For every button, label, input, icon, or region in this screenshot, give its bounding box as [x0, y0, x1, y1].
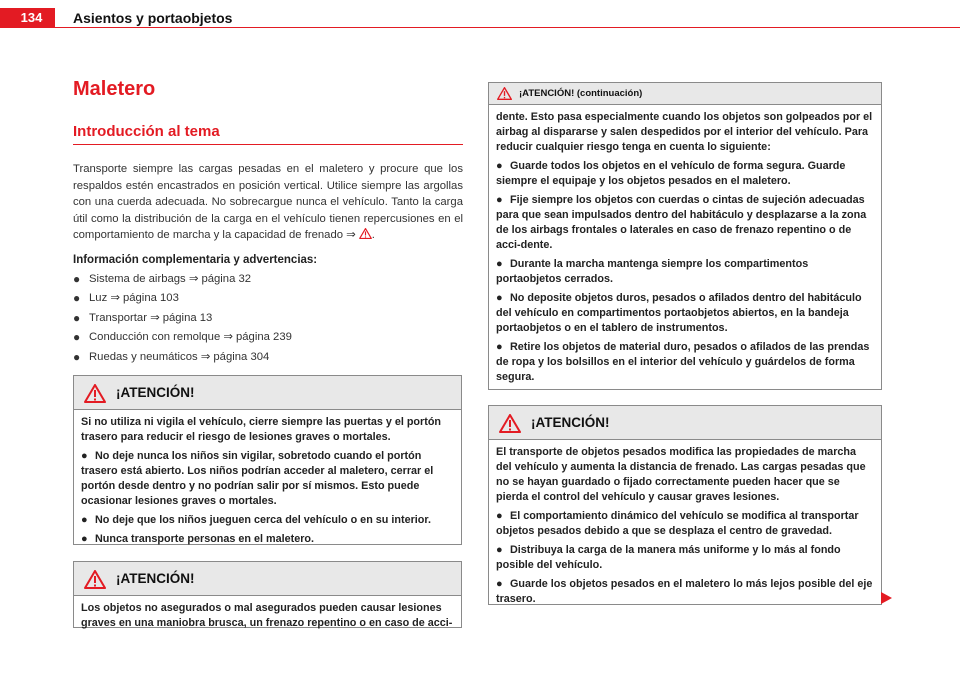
warning-body — [489, 105, 881, 393]
info-heading: Información complementaria y advertencias: — [73, 253, 318, 266]
warning-triangle-icon — [499, 414, 521, 433]
warning-box-heavy-loads — [488, 405, 882, 605]
warning-box-unsecured-objects — [73, 561, 462, 628]
warning-body — [489, 440, 881, 615]
warning-bullet — [81, 449, 454, 509]
warning-title: ¡ATENCIÓN! — [116, 385, 195, 400]
warning-triangle-icon — [84, 570, 106, 589]
bullet-icon: ● — [81, 450, 88, 462]
warning-triangle-icon[interactable] — [359, 228, 372, 239]
bullet-icon: ● — [496, 292, 503, 304]
bullet-icon: ● — [496, 194, 503, 206]
warning-bullet — [496, 543, 874, 573]
header-rule — [0, 27, 960, 28]
warning-bullet — [81, 532, 454, 547]
bullet-icon: ● — [73, 349, 81, 364]
page-number: 134 — [0, 8, 55, 28]
warning-bullet — [496, 193, 874, 253]
bullet-icon: ● — [73, 310, 81, 325]
intro-end: . — [371, 229, 375, 241]
warning-body — [74, 596, 461, 639]
ref-text: Luz ⇒ página 103 — [89, 292, 179, 304]
warning-bullet-text: Retire los objetos de material duro, pesados o afilados de las prendas de ropa y los bolsillos en el interior del vehículo y guárdelos de forma segura. — [496, 341, 870, 383]
warning-bullet-text: Durante la marcha mantenga siempre los compartimentos portaobjetos cerrados. — [496, 258, 809, 285]
warning-bullet-text: Guarde los objetos pesados en el maletero lo más lejos posible del eje trasero. — [496, 578, 873, 605]
ref-text: Conducción con remolque ⇒ página 239 — [89, 331, 292, 343]
list-item[interactable] — [73, 270, 463, 290]
ref-text: Sistema de airbags ⇒ página 32 — [89, 272, 252, 285]
warning-bullet-text: No deposite objetos duros, pesados o afilados dentro del habitáculo del vehículo en compartimentos portaobjetos abiertos, en la bandeja portaobjetos o en el tablero de instrumentos. — [496, 292, 862, 334]
subsection-heading: Introducción al tema — [73, 123, 463, 145]
warning-bullet-text: No deje que los niños jueguen cerca del vehículo o en su interior. — [95, 514, 431, 526]
warning-header — [489, 83, 881, 105]
warning-box-continuation — [488, 82, 882, 390]
bullet-icon: ● — [81, 533, 88, 545]
bullet-icon: ● — [496, 578, 503, 590]
warning-lead: El transporte de objetos pesados modifica las propiedades de marcha del vehículo y aumenta la distancia de frenado. Las cargas pesadas que no se hayan guardado o fijado correctamente pueden hacer que se pierda el control del vehículo y causar graves lesiones. — [496, 446, 866, 503]
list-item[interactable] — [73, 328, 463, 348]
warning-bullet-text: Guarde todos los objetos en el vehículo de forma segura. Guarde siempre el equipaje y los objetos pesados en el maletero. — [496, 160, 846, 187]
warning-body — [74, 410, 461, 555]
warning-bullet — [81, 513, 454, 528]
continue-arrow-icon[interactable] — [881, 592, 892, 604]
left-column — [73, 78, 463, 367]
warning-title: ¡ATENCIÓN! — [116, 571, 195, 586]
bullet-icon: ● — [496, 510, 503, 522]
warning-bullet — [496, 577, 874, 607]
ref-text: Transportar ⇒ página 13 — [89, 311, 213, 324]
warning-bullet-text: No deje nunca los niños sin vigilar, sobretodo cuando el portón trasero está abierto. Los niños podrían acceder al maletero, cerrar el portón desde dentro y no podrían salir por sí mismos. Esto puede ocasionar lesiones graves o mortales. — [81, 450, 434, 507]
warning-title: ¡ATENCIÓN! — [531, 415, 610, 430]
page-header — [0, 0, 960, 30]
warning-lead: dente. Esto pasa especialmente cuando los objetos son golpeados por el airbag al dispararse y salen despedidos por el interior del vehículo. Para reducir cualquier riesgo tenga en cuenta lo siguiente: — [496, 111, 873, 153]
bullet-icon: ● — [73, 291, 81, 305]
list-item[interactable] — [73, 348, 463, 368]
bullet-icon: ● — [81, 514, 88, 526]
warning-triangle-icon — [497, 87, 512, 100]
warning-lead: Si no utiliza ni vigila el vehículo, cierre siempre las puertas y el portón trasero para reducir el riesgo de lesiones graves o mortales. — [81, 416, 442, 443]
bullet-icon: ● — [73, 271, 81, 286]
warning-bullet-text: Nunca transporte personas en el maletero. — [95, 533, 315, 545]
bullet-icon: ● — [496, 258, 503, 270]
warning-bullet — [496, 340, 874, 385]
warning-bullet-text: Fije siempre los objetos con cuerdas o cintas de sujeción adecuadas para que sean impulsados dentro del habitáculo y desplazarse a la zona de los airbags frontales o laterales en caso de frenazo repentino o de acci-dente. — [496, 194, 867, 251]
warning-header — [74, 562, 461, 596]
warning-bullet — [496, 159, 874, 189]
warning-bullet — [496, 257, 874, 287]
warning-box-children — [73, 375, 462, 545]
warning-header — [489, 406, 881, 440]
bullet-icon: ● — [73, 330, 81, 344]
bullet-icon: ● — [496, 544, 503, 556]
chapter-title: Asientos y portaobjetos — [73, 10, 233, 26]
warning-bullet-text: Distribuya la carga de la manera más uniforme y lo más al fondo posible del vehículo. — [496, 544, 841, 571]
section-heading: Maletero — [73, 78, 156, 100]
reference-list — [73, 270, 463, 368]
warning-lead: Los objetos no asegurados o mal asegurados pueden causar lesiones graves en una maniobra brusca, un frenazo repentino o en caso de acci- — [81, 602, 453, 629]
warning-triangle-icon — [84, 384, 106, 403]
intro-text: Transporte siempre las cargas pesadas en el maletero y procure que los respaldos estén encastrados en posición vertical. Utilice siempre las argollas con una cuerda adecuada. No sobrecargue nunca el vehículo. Tanto la carga útil como la distribución de la carga en el vehículo tienen repercusiones en el comportamiento de marcha y la capacidad de frenado ⇒ — [73, 163, 463, 241]
warning-bullet-text: El comportamiento dinámico del vehículo se modifica al transportar objetos pesados debido a que se desplaza el centro de gravedad. — [496, 510, 859, 537]
bullet-icon: ● — [496, 341, 503, 353]
warning-title: ¡ATENCIÓN! (continuación) — [519, 88, 643, 99]
warning-header — [74, 376, 461, 410]
ref-text: Ruedas y neumáticos ⇒ página 304 — [89, 350, 270, 363]
warning-bullet — [496, 509, 874, 539]
intro-paragraph — [73, 161, 463, 244]
warning-bullet — [496, 291, 874, 336]
list-item[interactable] — [73, 309, 463, 329]
bullet-icon: ● — [496, 160, 503, 172]
list-item[interactable] — [73, 289, 463, 309]
